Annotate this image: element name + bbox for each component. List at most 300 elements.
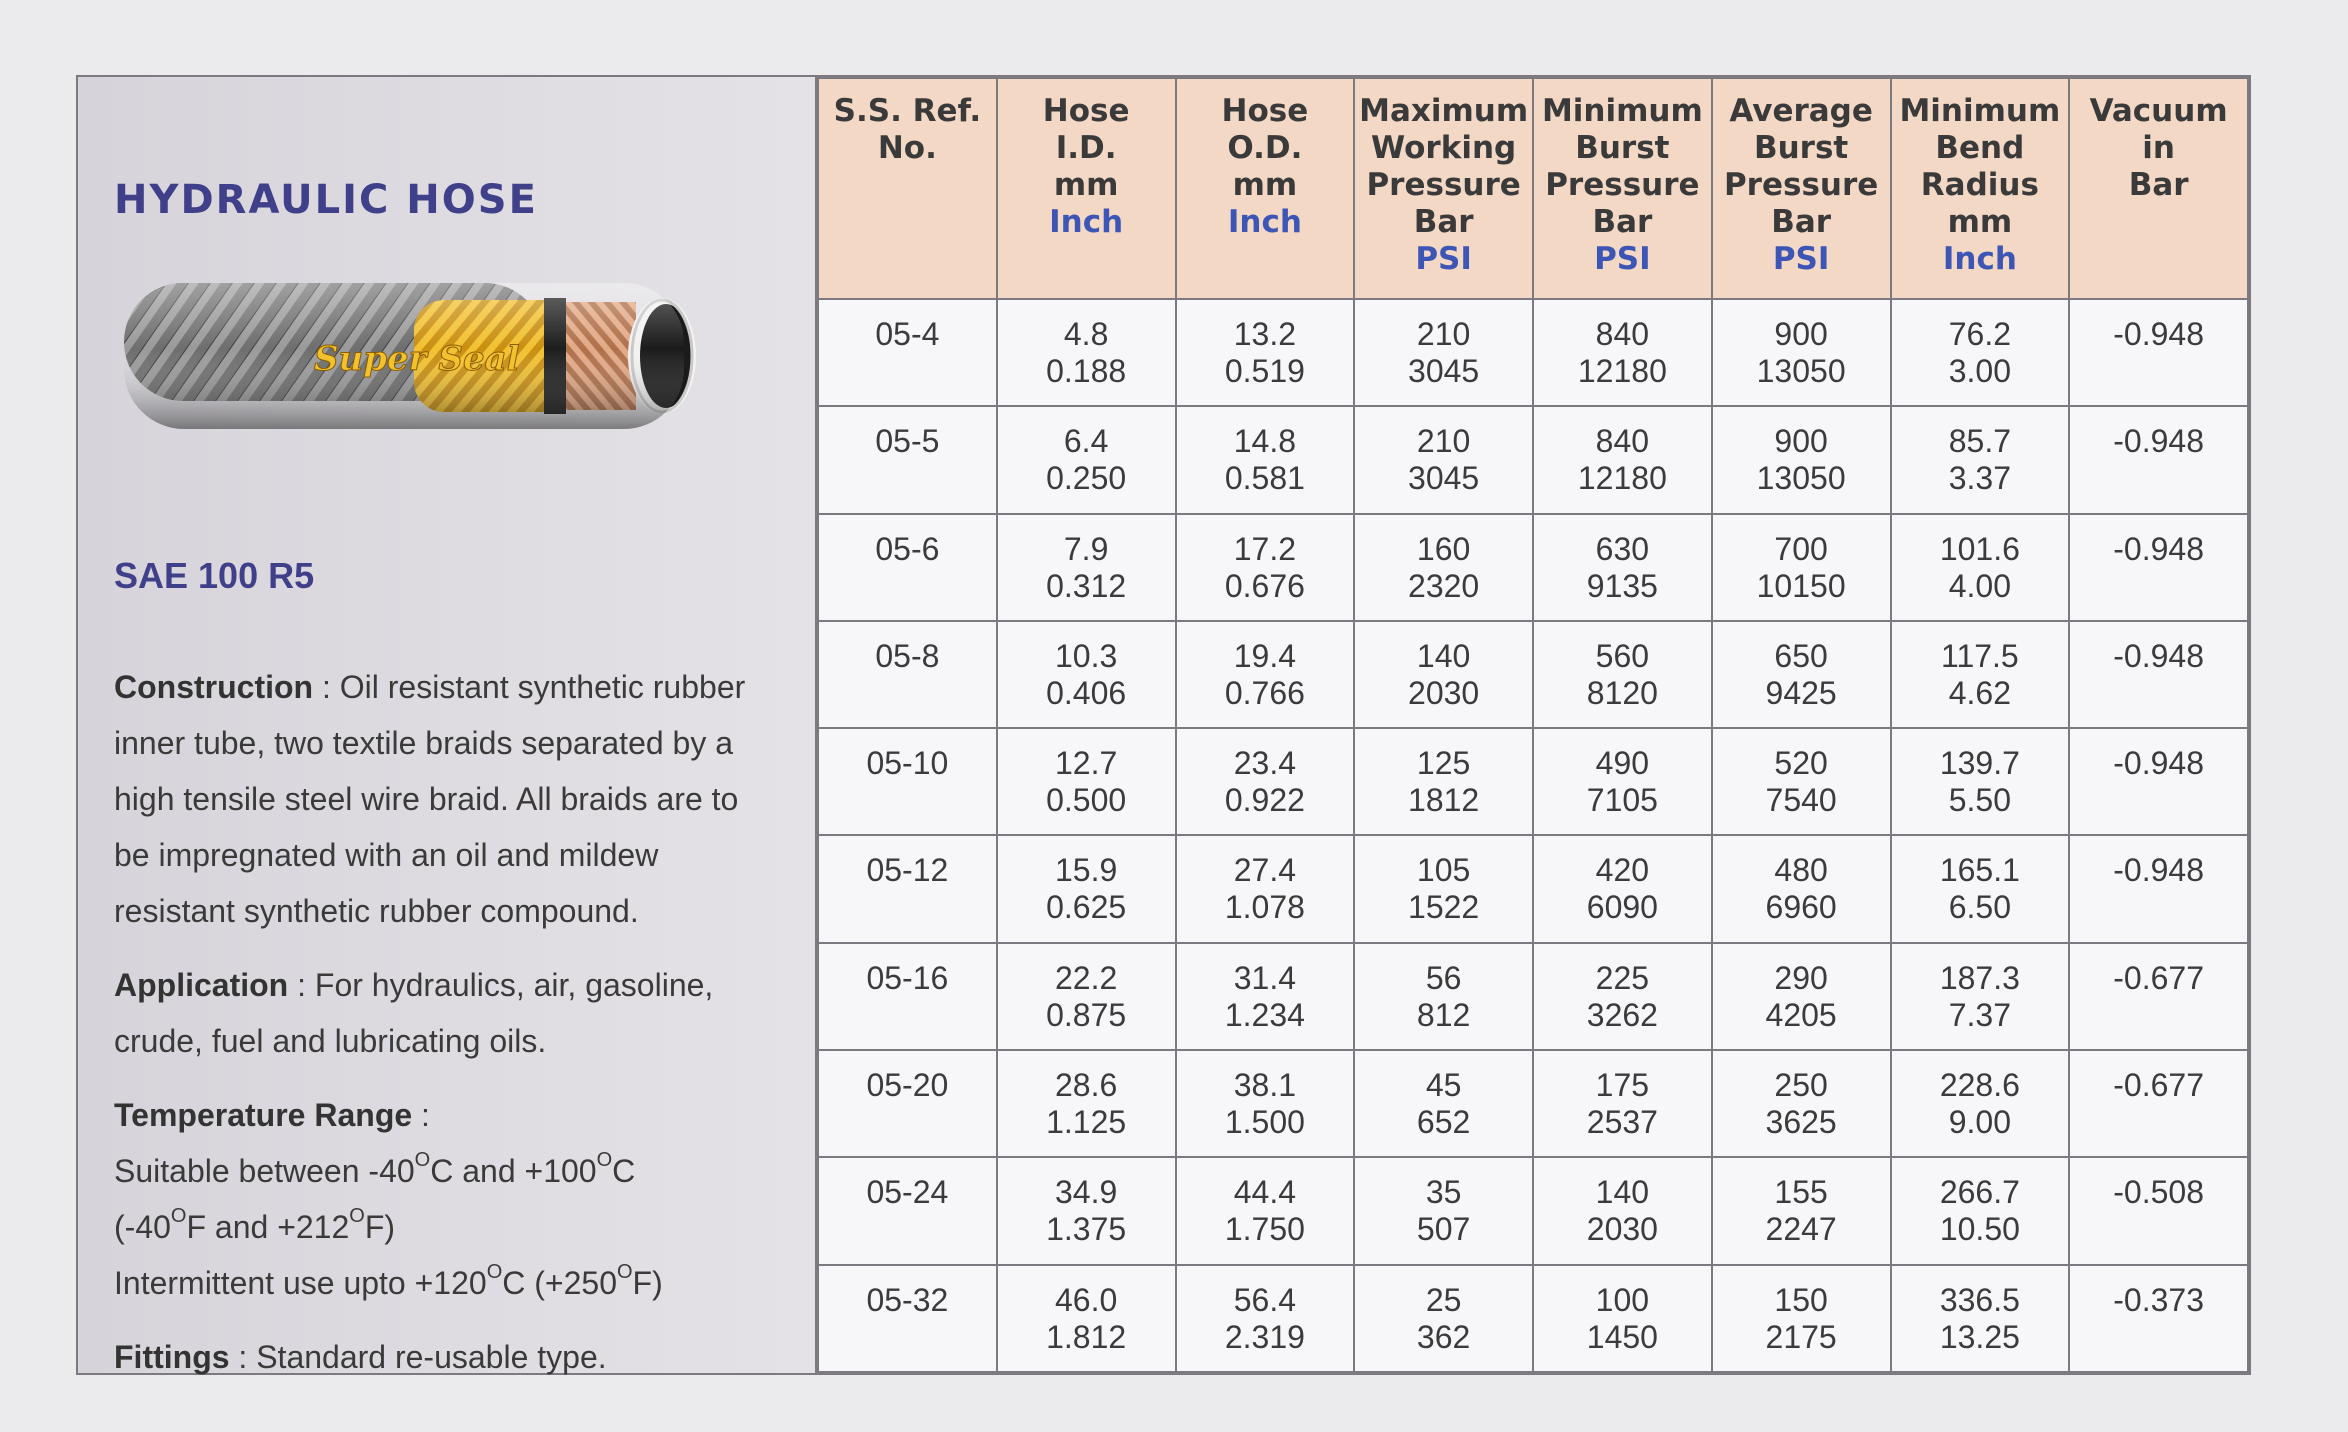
column-header [1176,78,1355,299]
table-cell [1891,514,2070,621]
column-header-line: Radius [1920,167,2039,203]
cell-value: 05-12 [866,852,949,889]
cell-value: 480 [1774,852,1828,889]
cell-value-imperial: 0.922 [1224,782,1305,819]
table-row [818,728,2248,835]
table-cell [1354,406,1533,513]
table-cell [1354,1157,1533,1264]
column-header [1354,78,1533,299]
column-header-line: Minimum [1899,93,2061,129]
table-cell [1354,1265,1533,1372]
column-unit: PSI [1594,241,1651,277]
column-header-line: mm [1232,167,1298,203]
application-line: crude, fuel and lubricating oils. [114,1023,547,1059]
column-header-line: Hose [1042,93,1130,129]
cell-value: 336.5 [1939,1281,2020,1318]
cell-value: 46.0 [1054,1281,1118,1318]
cell-value-imperial: 507 [1416,1211,1471,1248]
cell-value: 34.9 [1054,1174,1118,1211]
datasheet-frame [76,75,2251,1375]
table-cell [1891,1265,2070,1372]
construction-paragraph [114,659,804,939]
column-header-line: Hose [1221,93,1309,129]
table-cell [1891,835,2070,942]
column-header [997,78,1176,299]
table-cell [2069,299,2248,406]
column-header-line: Average [1729,93,1873,129]
cell-value-imperial: 0.406 [1046,674,1127,711]
table-cell [997,514,1176,621]
table-cell [1176,728,1355,835]
cell-value: 520 [1774,745,1828,782]
table-cell [1176,1157,1355,1264]
cell-value: 175 [1595,1067,1650,1104]
cell-value-imperial: 10150 [1756,567,1846,604]
cell-value-imperial: 0.581 [1224,460,1305,497]
table-cell [1891,1050,2070,1157]
cell-value-imperial: 0.766 [1224,674,1305,711]
table-cell [1712,1050,1891,1157]
cell-value-imperial: 2175 [1765,1318,1837,1355]
cell-value: 35 [1425,1174,1462,1211]
table-cell [1891,406,2070,513]
cell-value: 05-8 [875,637,940,674]
cell-value-imperial: 1.375 [1046,1211,1127,1248]
table-cell [1354,299,1533,406]
table-cell [1891,943,2070,1050]
cell-value: 266.7 [1939,1174,2020,1211]
table-cell [1533,1157,1712,1264]
cell-value: 05-16 [866,959,949,996]
table-cell [2069,835,2248,942]
temperature-label: Temperature Range [114,1097,413,1133]
spec-code: SAE 100 R5 [114,555,315,596]
cell-value: 250 [1774,1067,1828,1104]
table-row [818,514,2248,621]
cell-value-imperial: 6090 [1586,889,1658,926]
ref-no-cell [818,1157,997,1264]
cell-value: 101.6 [1939,530,2020,567]
column-header [818,78,997,299]
cell-value: 17.2 [1233,530,1297,567]
table-cell [1891,1157,2070,1264]
cell-value: 900 [1774,423,1828,460]
cell-value: -0.948 [2113,316,2204,352]
product-description [114,659,804,1403]
cell-value: 31.4 [1233,959,1297,996]
cell-value-imperial: 2.319 [1224,1318,1305,1355]
table-cell [1712,514,1891,621]
table-cell [1354,1050,1533,1157]
table-cell [1891,299,2070,406]
table-cell [1354,514,1533,621]
cell-value: 290 [1774,959,1828,996]
cell-value-imperial: 2537 [1586,1104,1658,1141]
table-cell [1891,728,2070,835]
table-row [818,1050,2248,1157]
construction-label: Construction [114,669,314,705]
cell-value: 19.4 [1233,637,1297,674]
cell-value-imperial: 3625 [1765,1104,1837,1141]
ref-no-cell [818,299,997,406]
table-cell [997,299,1176,406]
table-cell [2069,406,2248,513]
column-header [1712,78,1891,299]
cell-value: 22.2 [1054,959,1118,996]
cell-value-imperial: 7105 [1586,782,1658,819]
table-row [818,835,2248,942]
column-header-line: Bend [1935,130,2025,166]
product-info-panel [78,77,817,1373]
cell-value-imperial: 3045 [1408,460,1480,497]
cell-value: 15.9 [1054,852,1118,889]
cell-value: 05-20 [866,1067,949,1104]
ref-no-cell [818,1050,997,1157]
cell-value-imperial: 1522 [1408,889,1480,926]
cell-value: 187.3 [1939,959,2020,996]
cell-value-imperial: 13050 [1756,460,1846,497]
cell-value: 13.2 [1233,316,1297,352]
table-cell [1712,943,1891,1050]
table-cell [1354,728,1533,835]
table-cell [997,1157,1176,1264]
cell-value: 125 [1416,745,1471,782]
column-header-line: Bar [2128,167,2189,203]
column-unit: Inch [1942,241,2017,277]
column-header [1533,78,1712,299]
cell-value-imperial: 7540 [1765,782,1837,819]
column-unit: PSI [1415,241,1472,277]
table-cell [1176,1265,1355,1372]
cell-value-imperial: 0.519 [1224,353,1305,389]
table-cell [2069,621,2248,728]
hose-brand-text: Super Seal [314,339,520,379]
cell-value: 225 [1595,959,1650,996]
cell-value: 560 [1595,637,1650,674]
table-cell [1712,835,1891,942]
cell-value-imperial: 3262 [1586,996,1658,1033]
construction-line: : Oil resistant synthetic rubber [313,669,746,705]
column-unit: PSI [1772,241,1830,277]
cell-value-imperial: 3045 [1408,353,1480,389]
cell-value-imperial: 652 [1416,1104,1471,1141]
table-cell [1533,299,1712,406]
cell-value-imperial: 4.00 [1948,567,2012,604]
table-row [818,621,2248,728]
cell-value: 105 [1416,852,1471,889]
ref-no-cell [818,943,997,1050]
table-cell [1354,621,1533,728]
column-header-line: Vacuum [2089,93,2228,129]
cell-value: 210 [1416,423,1471,460]
cell-value: -0.948 [2113,530,2204,567]
application-line: : For hydraulics, air, gasoline, [288,967,714,1003]
table-cell [1712,728,1891,835]
cell-value: 12.7 [1054,745,1118,782]
column-header-line: Burst [1753,130,1849,166]
table-row [818,943,2248,1050]
table-cell [997,943,1176,1050]
cell-value-imperial: 0.676 [1224,567,1305,604]
table-cell [1533,835,1712,942]
cell-value: 150 [1774,1281,1828,1318]
cell-value-imperial: 1.078 [1224,889,1305,926]
cell-value: 155 [1774,1174,1828,1211]
spec-table [817,77,2249,1373]
cell-value: 56.4 [1233,1281,1297,1318]
table-body [818,299,2248,1372]
cell-value-imperial: 9.00 [1948,1104,2012,1141]
cell-value-imperial: 1.812 [1046,1318,1127,1355]
cell-value-imperial: 2030 [1586,1211,1658,1248]
cell-value: 139.7 [1939,745,2020,782]
cell-value: -0.948 [2113,745,2204,782]
cell-value-imperial: 3.00 [1948,353,2012,389]
cell-value: 6.4 [1063,423,1109,460]
column-header-line: Bar [1592,204,1653,240]
temperature-line-1: Suitable between $-40^OC$ and $+100^OC$ [114,1149,636,1189]
cell-value-imperial: 6.50 [1948,889,2012,926]
construction-line: inner tube, two textile braids separated by a [114,725,734,761]
cell-value: 05-4 [875,316,940,352]
cell-value: 840 [1595,423,1650,460]
table-cell [1176,621,1355,728]
cell-value-imperial: 12180 [1577,460,1667,497]
column-header [2069,78,2248,299]
table-cell [1533,514,1712,621]
table-cell [1712,1265,1891,1372]
table-cell [1533,943,1712,1050]
cell-value: 700 [1774,530,1828,567]
cell-value-imperial: 13.25 [1939,1318,2020,1355]
column-header-line: mm [1053,167,1119,203]
table-cell [1712,1157,1891,1264]
cell-value-imperial: 0.312 [1046,567,1127,604]
cell-value: 45 [1425,1067,1462,1104]
table-cell [997,1265,1176,1372]
table-cell [1176,299,1355,406]
cell-value: 05-6 [875,530,940,567]
cell-value: -0.373 [2113,1281,2204,1318]
cell-value: 210 [1416,316,1471,352]
ref-no-cell [818,835,997,942]
temperature-line-2: ($-40^OF$ and $+212^OF$) [114,1205,396,1245]
column-header-line: Pressure [1366,167,1521,203]
table-cell [1354,943,1533,1050]
fittings-text: : Standard re-usable type. [229,1339,607,1375]
cell-value-imperial: 0.250 [1046,460,1127,497]
cell-value-imperial: 1812 [1408,782,1480,819]
cell-value-imperial: 1.234 [1224,996,1305,1033]
product-title: HYDRAULIC HOSE [114,177,538,223]
table-cell [2069,1157,2248,1264]
cell-value-imperial: 0.875 [1046,996,1127,1033]
application-label: Application [114,967,289,1003]
column-header-line: Burst [1575,130,1670,166]
cell-value: 38.1 [1233,1067,1297,1104]
cell-value: 165.1 [1939,852,2020,889]
cell-value-imperial: 8120 [1586,674,1658,711]
cell-value-imperial: 1450 [1586,1318,1658,1355]
cell-value-imperial: 5.50 [1948,782,2012,819]
spec-table-container [817,77,2249,1373]
cell-value: 27.4 [1233,852,1297,889]
cell-value-imperial: 6960 [1765,889,1837,926]
cell-value: 4.8 [1063,316,1109,352]
cell-value-imperial: 3.37 [1948,460,2012,497]
table-row [818,1157,2248,1264]
cell-value: 44.4 [1233,1174,1297,1211]
cell-value: -0.677 [2113,959,2204,996]
temperature-colon: : [412,1097,430,1133]
cell-value: 76.2 [1948,316,2012,352]
construction-line: be impregnated with an oil and mildew [114,837,659,873]
table-cell [1533,728,1712,835]
cell-value: 117.5 [1941,637,2019,674]
column-header-line: mm [1947,204,2013,240]
cell-value: 7.9 [1063,530,1109,567]
cell-value: -0.677 [2113,1067,2204,1104]
cell-value: 05-5 [875,423,940,460]
cell-value: 650 [1774,637,1828,674]
ref-no-cell [818,621,997,728]
cell-value-imperial: 4205 [1765,996,1837,1033]
table-cell [1533,1050,1712,1157]
cell-value: 05-32 [866,1281,949,1318]
column-header-line: No. [877,130,937,166]
cell-value-imperial: 362 [1416,1318,1471,1355]
table-cell [997,406,1176,513]
cell-value: -0.948 [2113,637,2204,674]
fittings-label: Fittings [114,1339,230,1375]
cell-value: 28.6 [1054,1067,1118,1104]
cell-value-imperial: 0.188 [1046,353,1127,389]
table-cell [2069,1050,2248,1157]
cell-value-imperial: 9425 [1765,674,1837,711]
table-cell [1176,943,1355,1050]
cell-value: 100 [1595,1281,1650,1318]
cell-value: 56 [1425,959,1462,996]
cell-value-imperial: 9135 [1586,567,1658,604]
construction-line: resistant synthetic rubber compound. [114,893,639,929]
column-header-line: I.D. [1055,130,1117,166]
table-cell [1533,406,1712,513]
cell-value: 05-10 [866,745,949,782]
cell-value: -0.508 [2113,1174,2204,1211]
cell-value: -0.948 [2113,852,2204,889]
cell-value-imperial: 1.500 [1224,1104,1305,1141]
column-header-line: Minimum [1541,93,1703,129]
column-header-line: Maximum [1359,93,1529,129]
cell-value: 23.4 [1233,745,1297,782]
cell-value: 160 [1416,530,1471,567]
ref-no-cell [818,514,997,621]
column-header-line: Bar [1413,204,1474,240]
cell-value-imperial: 4.62 [1948,674,2012,711]
cell-value: 900 [1774,316,1828,352]
table-cell [2069,514,2248,621]
column-header-line: O.D. [1227,130,1303,166]
column-unit: Inch [1227,204,1302,240]
construction-line: high tensile steel wire braid. All braids are to [114,781,739,817]
cell-value-imperial: 2030 [1408,674,1480,711]
table-cell [1176,1050,1355,1157]
column-header-line: Pressure [1545,167,1700,203]
column-header-line: Pressure [1723,167,1879,203]
column-header-line: S.S. Ref. [833,93,982,129]
cell-value-imperial: 13050 [1756,353,1846,389]
cell-value-imperial: 2320 [1408,567,1480,604]
column-unit: Inch [1049,204,1124,240]
cell-value-imperial: 1.750 [1224,1211,1305,1248]
cell-value: 14.8 [1233,423,1297,460]
cell-value-imperial: 0.625 [1046,889,1127,926]
ref-no-cell [818,728,997,835]
cell-value-imperial: 812 [1416,996,1471,1033]
table-row [818,299,2248,406]
cell-value-imperial: 2247 [1765,1211,1837,1248]
column-header-line: Bar [1771,204,1832,240]
cell-value: 840 [1595,316,1650,352]
fittings-paragraph [114,1329,804,1385]
table-cell [2069,728,2248,835]
column-header-line: Working [1371,130,1517,166]
table-cell [1712,299,1891,406]
cell-value: 85.7 [1948,423,2012,460]
cell-value-imperial: 7.37 [1948,996,2012,1033]
table-cell [1176,514,1355,621]
cell-value: 140 [1416,637,1471,674]
cell-value: 25 [1425,1281,1462,1318]
cell-value: 228.6 [1939,1067,2020,1104]
table-row [818,406,2248,513]
cell-value-imperial: 0.500 [1046,782,1127,819]
cell-value-imperial: 12180 [1577,353,1667,389]
cell-value: -0.948 [2113,423,2204,460]
hose-image [114,270,714,460]
table-cell [2069,1265,2248,1372]
ref-no-cell [818,1265,997,1372]
table-cell [1533,1265,1712,1372]
column-header [1891,78,2070,299]
cell-value-imperial: 1.125 [1046,1104,1127,1141]
ref-no-cell [818,406,997,513]
table-cell [1712,406,1891,513]
table-cell [1354,835,1533,942]
application-paragraph [114,957,804,1069]
cell-value: 490 [1595,745,1650,782]
cell-value: 630 [1595,530,1650,567]
cell-value: 10.3 [1054,637,1118,674]
table-cell [997,1050,1176,1157]
table-cell [1176,835,1355,942]
table-cell [1533,621,1712,728]
table-cell [997,728,1176,835]
table-cell [2069,943,2248,1050]
table-row [818,1265,2248,1372]
table-cell [1176,406,1355,513]
cell-value: 05-24 [866,1174,949,1211]
table-cell [1891,621,2070,728]
temperature-line-3: Intermittent use upto $+120^OC$ $(+250^OF)$ [114,1261,663,1301]
cell-value: 420 [1595,852,1650,889]
temperature-paragraph [114,1087,804,1311]
cell-value: 140 [1595,1174,1650,1211]
table-header-row [818,78,2248,299]
cell-value-imperial: 10.50 [1939,1211,2020,1248]
table-cell [1712,621,1891,728]
table-cell [997,621,1176,728]
